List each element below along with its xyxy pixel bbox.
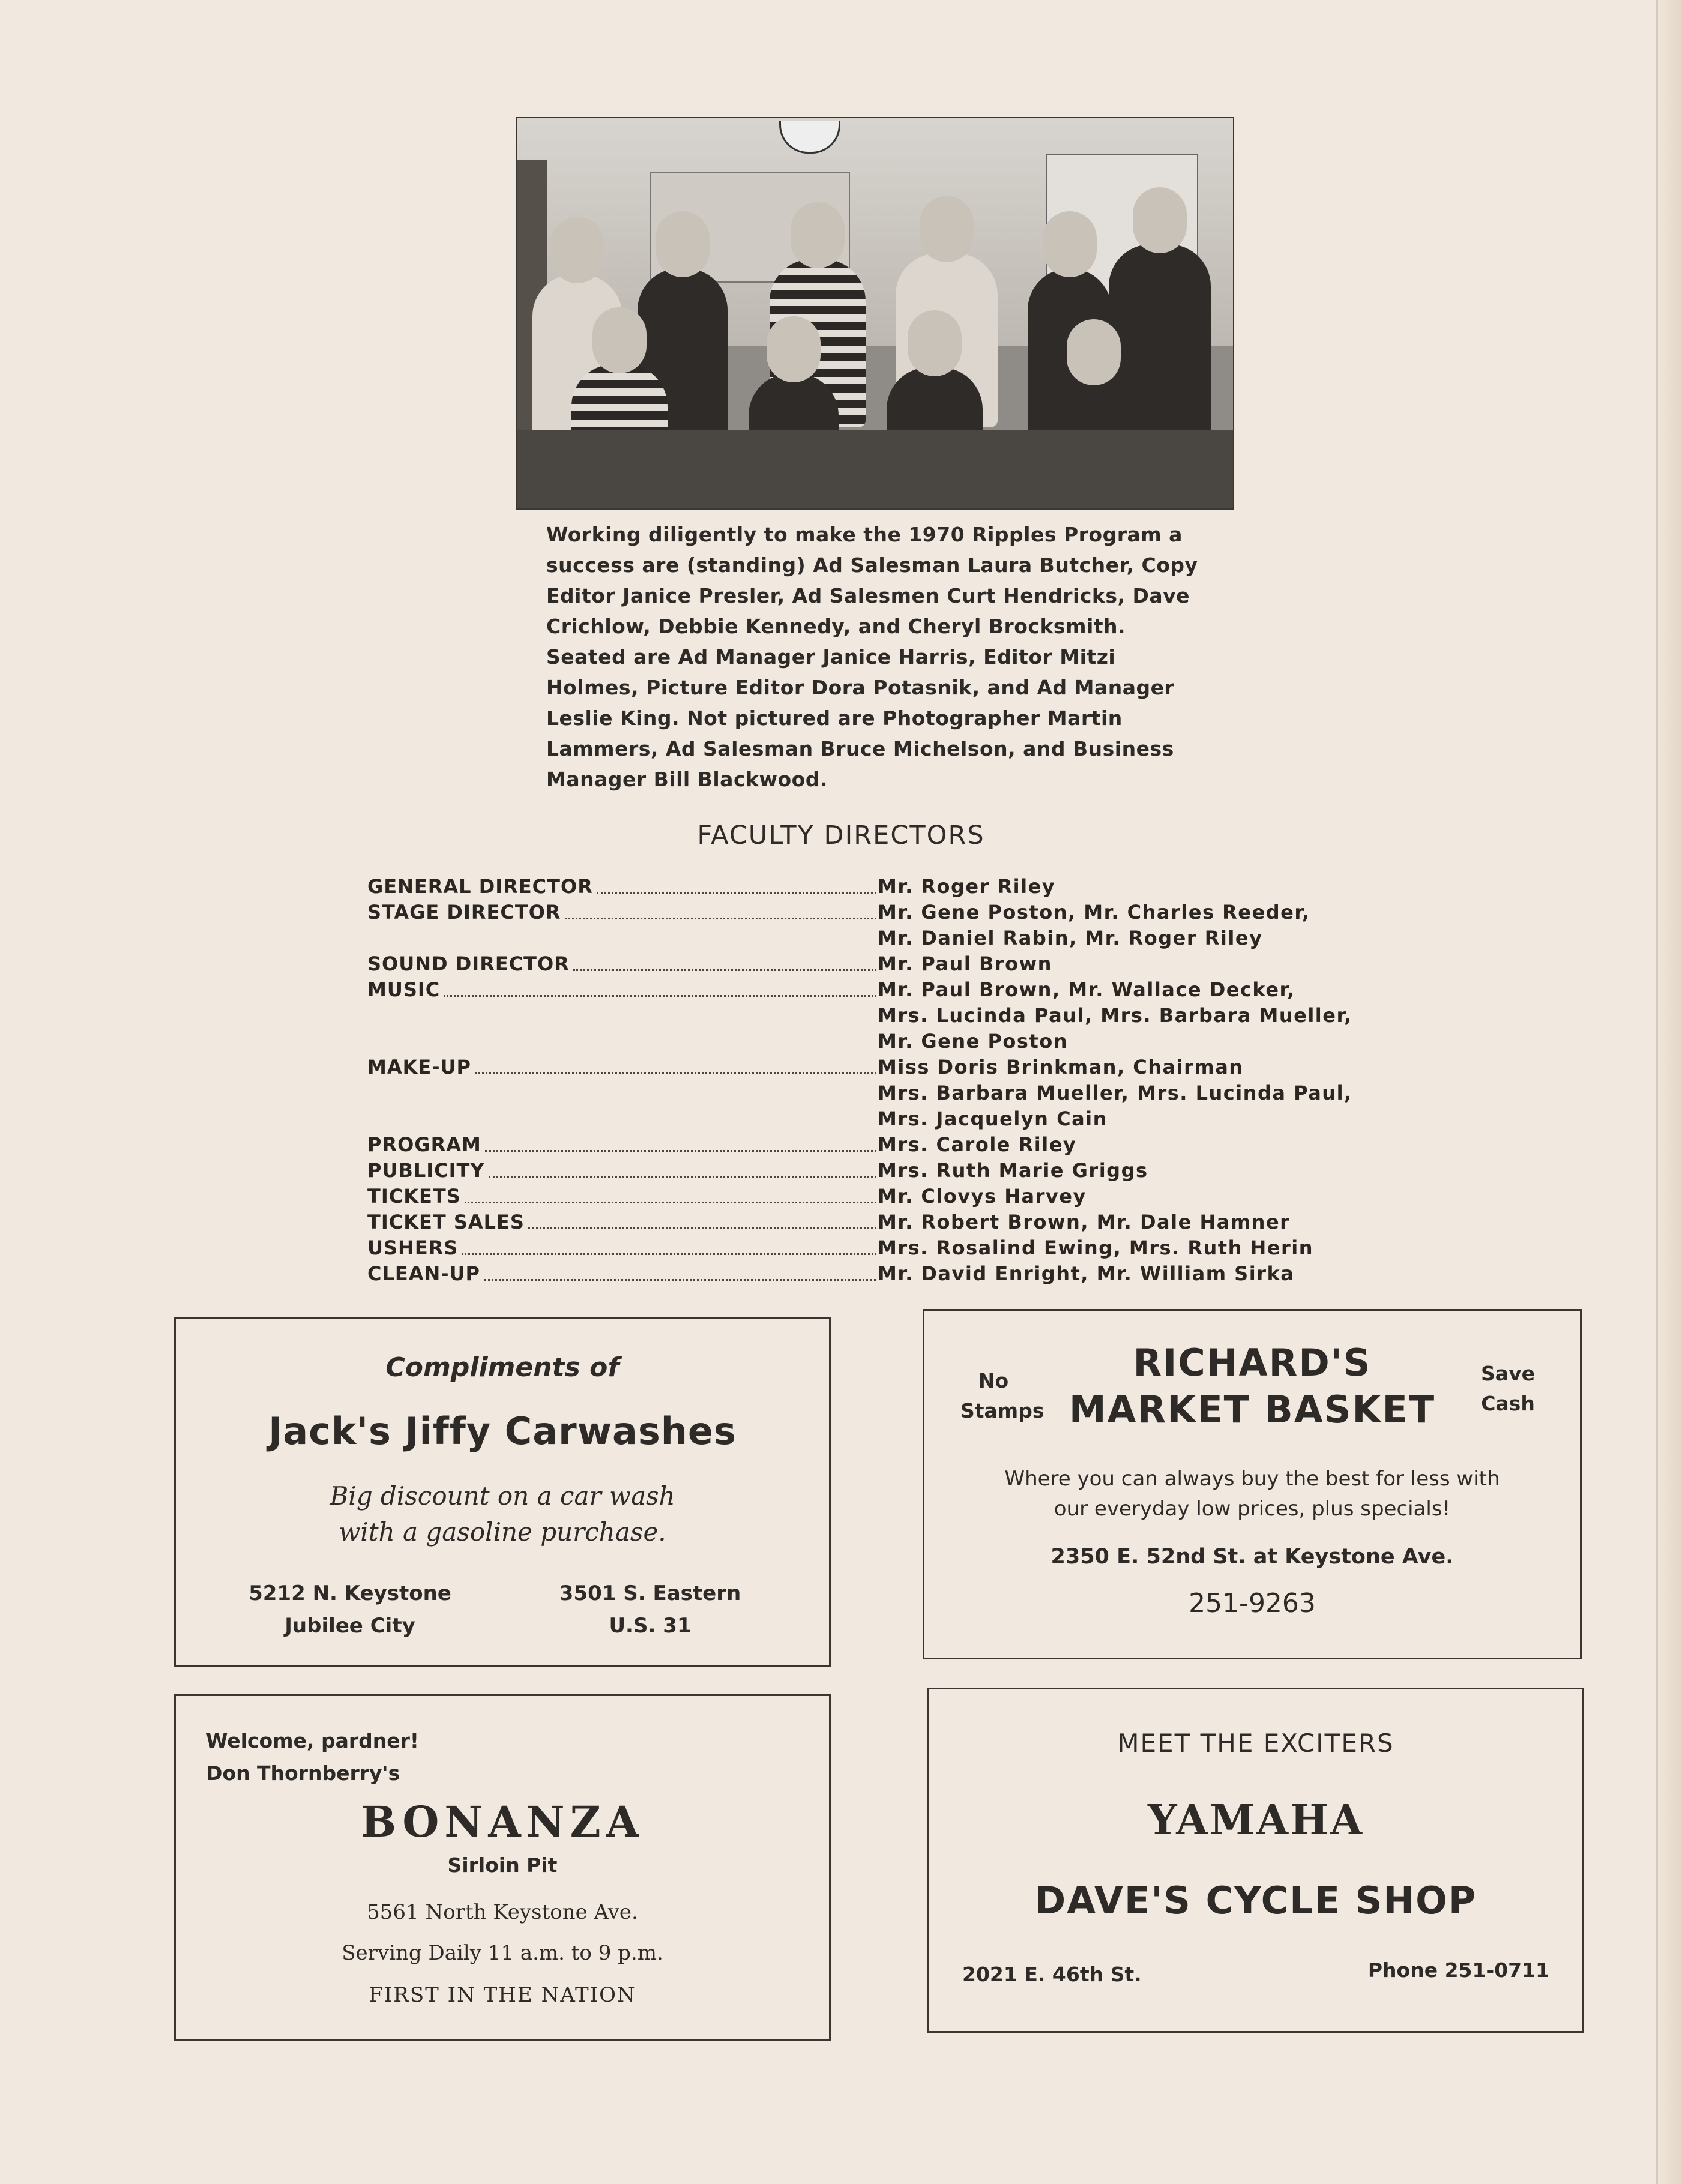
no-stamps-note: [960, 1366, 1044, 1426]
bonanza-subtitle: Sirloin Pit: [447, 1853, 558, 1877]
ad-cycle-shop: [927, 1688, 1584, 2033]
faculty-role: [367, 1235, 878, 1261]
ad-bonanza: [174, 1694, 831, 2041]
bonanza-hours: Serving Daily 11 a.m. to 9 p.m.: [342, 1941, 663, 1965]
faculty-role-label: TICKETS: [367, 1185, 461, 1208]
carwash-tagline-line: with a gasoline purchase.: [339, 1517, 666, 1547]
carwash-location-line: Jubilee City: [285, 1614, 415, 1638]
faculty-name-line: Mr. Clovys Harvey: [878, 1185, 1087, 1208]
faculty-role-label: TICKET SALES: [367, 1211, 525, 1233]
bonanza-welcome: [206, 1725, 419, 1790]
faculty-role-label: USHERS: [367, 1236, 459, 1259]
faculty-role: [367, 1158, 878, 1184]
dot-leader: [465, 1202, 876, 1203]
faculty-name-line: Mr. Paul Brown, Mr. Wallace Decker,: [878, 978, 1295, 1001]
faculty-role: [367, 1261, 878, 1287]
photo-caption: Working diligently to make the 1970 Ripples Program a success are (standing) Ad Salesman Laura Butcher, Copy Editor Janice Presler, Ad Salesmen Curt Hendricks, Dave Crichlow, Debbie Kennedy, and Cheryl Brocksmith. Seated are Ad Manager Janice Harris, Editor Mitzi Holmes, Picture Editor Dora Potasnik, and Ad Manager Leslie King. Not pictured are Photographer Martin Lammers, Ad Salesman Bruce Michelson, and Business Manager Bill Blackwood.: [546, 523, 1198, 791]
carwash-location-line: 3501 S. Eastern: [559, 1581, 741, 1605]
faculty-name-line: Miss Doris Brinkman, Chairman: [878, 1056, 1244, 1078]
faculty-name-line: Mr. Robert Brown, Mr. Dale Hamner: [878, 1211, 1291, 1233]
bonanza-slogan: FIRST IN THE NATION: [369, 1983, 636, 2007]
faculty-role-label: CLEAN-UP: [367, 1262, 480, 1285]
faculty-row: [367, 1184, 1364, 1209]
faculty-name-line: Mrs. Carole Riley: [878, 1133, 1077, 1156]
faculty-role-label: MUSIC: [367, 978, 441, 1001]
faculty-list: [367, 874, 1364, 1287]
market-description: [960, 1464, 1544, 1524]
faculty-role: [367, 1184, 878, 1209]
faculty-title: FACULTY DIRECTORS: [697, 820, 985, 850]
faculty-name-line: Mr. Roger Riley: [878, 875, 1056, 898]
faculty-row: [367, 1261, 1364, 1287]
cycle-headline: MEET THE EXCITERS: [1117, 1728, 1394, 1758]
note-line: No: [978, 1369, 1009, 1392]
faculty-names: [878, 874, 1364, 900]
faculty-name-line: Mrs. Jacquelyn Cain: [878, 1107, 1108, 1130]
faculty-name-line: Mr. Daniel Rabin, Mr. Roger Riley: [878, 927, 1263, 949]
faculty-name-line: Mrs. Ruth Marie Griggs: [878, 1159, 1148, 1182]
faculty-names: [878, 951, 1364, 977]
faculty-role: [367, 977, 878, 1003]
faculty-row: [367, 951, 1364, 977]
cycle-address: 2021 E. 46th St.: [962, 1963, 1142, 1986]
cycle-brand: YAMAHA: [1148, 1796, 1364, 1844]
faculty-names: [878, 1158, 1364, 1184]
faculty-names: [878, 900, 1364, 951]
dot-leader: [484, 1279, 876, 1281]
faculty-role-label: PROGRAM: [367, 1133, 481, 1156]
description-line: our everyday low prices, plus specials!: [1054, 1497, 1451, 1521]
faculty-role: [367, 874, 878, 900]
faculty-row: [367, 1132, 1364, 1158]
dot-leader: [528, 1227, 876, 1229]
dot-leader: [597, 892, 876, 894]
save-cash-note: [1475, 1359, 1541, 1419]
faculty-name-line: Mr. Paul Brown: [878, 952, 1052, 975]
photo-table: [517, 430, 1233, 508]
dot-leader: [462, 1253, 876, 1255]
faculty-role: [367, 951, 878, 977]
faculty-name-line: Mrs. Barbara Mueller, Mrs. Lucinda Paul,: [878, 1081, 1352, 1104]
market-name-line: RICHARD'S: [1133, 1341, 1372, 1385]
faculty-names: [878, 1235, 1364, 1261]
faculty-role: [367, 1132, 878, 1158]
cycle-shop-name: DAVE'S CYCLE SHOP: [1034, 1879, 1477, 1922]
carwash-compliments: Compliments of: [385, 1352, 619, 1383]
faculty-role-label: SOUND DIRECTOR: [367, 952, 570, 975]
faculty-name-line: Mr. Gene Poston, Mr. Charles Reeder,: [878, 901, 1310, 924]
faculty-name-line: Mr. David Enright, Mr. William Sirka: [878, 1262, 1295, 1285]
carwash-location-line: U.S. 31: [609, 1614, 692, 1638]
dot-leader: [475, 1072, 876, 1074]
faculty-names: [878, 977, 1364, 1054]
faculty-role: [367, 1209, 878, 1235]
owner-line: Don Thornberry's: [206, 1761, 400, 1785]
staff-photo: [516, 117, 1234, 510]
faculty-role: [367, 900, 878, 925]
faculty-role-label: GENERAL DIRECTOR: [367, 875, 593, 898]
dot-leader: [444, 995, 876, 997]
faculty-names: [878, 1132, 1364, 1158]
faculty-names: [878, 1261, 1364, 1287]
page-edge: [1656, 0, 1682, 2184]
faculty-names: [878, 1184, 1364, 1209]
market-name: [1044, 1340, 1460, 1433]
note-line: Save: [1481, 1362, 1535, 1385]
ad-market-basket: [923, 1309, 1582, 1659]
faculty-row: [367, 1054, 1364, 1132]
carwash-location-line: 5212 N. Keystone: [249, 1581, 451, 1605]
carwash-tagline: [176, 1478, 829, 1550]
faculty-row: [367, 1158, 1364, 1184]
faculty-row: [367, 1209, 1364, 1235]
note-line: Stamps: [960, 1399, 1044, 1422]
faculty-role: [367, 1054, 878, 1080]
faculty-name-line: Mrs. Lucinda Paul, Mrs. Barbara Mueller,: [878, 1004, 1352, 1027]
dot-leader: [573, 969, 876, 971]
market-address: 2350 E. 52nd St. at Keystone Ave.: [1050, 1545, 1454, 1569]
faculty-row: [367, 1235, 1364, 1261]
faculty-names: [878, 1209, 1364, 1235]
faculty-name-line: Mrs. Rosalind Ewing, Mrs. Ruth Herin: [878, 1236, 1313, 1259]
faculty-row: [367, 900, 1364, 951]
faculty-row: [367, 977, 1364, 1054]
ad-carwash: [174, 1317, 831, 1667]
carwash-location-2: [536, 1577, 764, 1642]
welcome-line: Welcome, pardner!: [206, 1729, 419, 1752]
carwash-name: Jack's Jiffy Carwashes: [268, 1409, 737, 1453]
carwash-location-1: [248, 1577, 452, 1642]
note-line: Cash: [1481, 1392, 1535, 1415]
dot-leader: [565, 918, 876, 919]
description-line: Where you can always buy the best for less with: [1004, 1467, 1500, 1491]
dot-leader: [485, 1150, 876, 1152]
bonanza-name: BONANZA: [360, 1797, 645, 1847]
faculty-name-line: Mr. Gene Poston: [878, 1030, 1068, 1053]
faculty-role-label: STAGE DIRECTOR: [367, 901, 561, 924]
bonanza-address: 5561 North Keystone Ave.: [367, 1900, 638, 1924]
cycle-phone: Phone 251-0711: [1367, 1958, 1549, 1982]
carwash-tagline-line: Big discount on a car wash: [330, 1481, 675, 1511]
market-name-line: MARKET BASKET: [1069, 1388, 1436, 1431]
faculty-names: [878, 1054, 1364, 1132]
faculty-role-label: MAKE-UP: [367, 1056, 471, 1078]
faculty-role-label: PUBLICITY: [367, 1159, 485, 1182]
market-phone: 251-9263: [1189, 1588, 1316, 1619]
dot-leader: [489, 1176, 876, 1178]
faculty-row: [367, 874, 1364, 900]
